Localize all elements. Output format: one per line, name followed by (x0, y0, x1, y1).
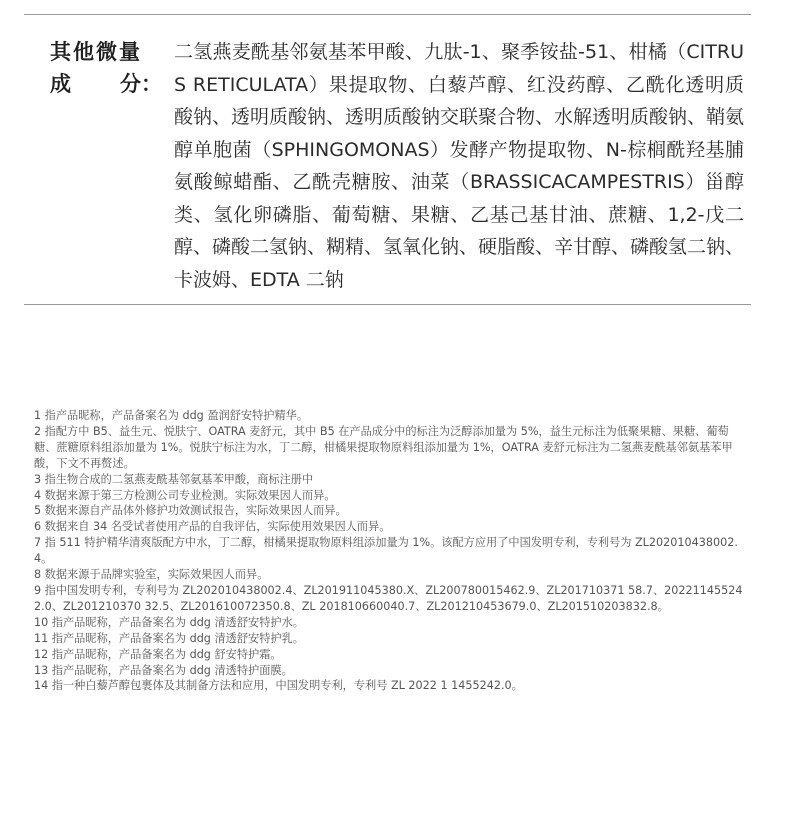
footnote-2: 2 指配方中 B5、益生元、悦肤宁、OATRA 麦舒元，其中 B5 在产品成分中的标注为泛醇添加量为 5%，益生元标注为低聚果糖、果糖、葡萄糖、蔗糖原料组添加量为 1%。悦肤宁标注为水，丁二醇，柑橘果提取物原料组添加量为 1%，OATRA 麦舒元标注为二氢燕麦酰基邻氨基苯甲酸，下文不再赘述。 (34, 424, 733, 470)
footnote-10: 10 指产品昵称，产品备案名为 ddg 清透舒安特护水。 (34, 615, 304, 629)
footnote-3: 3 指生物合成的二氢燕麦酰基邻氨基苯甲酸，商标注册中 (34, 472, 314, 486)
footnote-8: 8 数据来源于品牌实验室，实际效果因人而异。 (34, 568, 269, 582)
bottom-divider (24, 304, 751, 305)
ingredients-label-char-right: 分： (120, 72, 162, 96)
footnote-13: 13 指产品昵称，产品备案名为 ddg 清透特护面膜。 (34, 663, 293, 677)
footnote-9: 9 指中国发明专利，专利号为 ZL202010438002.4、ZL201911045380.X、ZL200780015462.9、ZL201710371 58.7、202211455242.0、ZL201210370 32.5、ZL201610072350.8、ZL 201810660040.7、ZL201210453679.0、ZL201510203832.8。 (34, 583, 743, 613)
footnote-6: 6 数据来自 34 名受试者使用产品的自我评估，实际使用效果因人而异。 (34, 520, 391, 534)
footnote-7: 7 指 511 特护精华清爽版配方中水，丁二醇，柑橘果提取物原料组添加量为 1%。该配方应用了中国发明专利，专利号为 ZL202010438002.4。 (34, 536, 738, 566)
footnote-14: 14 指一种白藜芦醇包裹体及其制备方法和应用，中国发明专利，专利号 ZL 2022 1 1455242.0。 (34, 679, 523, 693)
footnote-5: 5 数据来源自产品体外修护功效测试报告，实际效果因人而异。 (34, 504, 347, 518)
ingredients-label (50, 36, 170, 100)
ingredients-list-text: 二氢燕麦酰基邻氨基苯甲酸、九肽-1、聚季铵盐-51、柑橘（CITRUS RETICULATA）果提取物、白藜芦醇、红没药醇、乙酰化透明质酸钠、透明质酸钠、透明质酸钠交联聚合物、水解透明质酸钠、鞘氨醇单胞菌（SPHINGOMONAS）发酵产物提取物、N-棕榈酰羟基脯氨酸鲸蜡酯、乙酰壳糖胺、油菜（BRASSICACAMPESTRIS）甾醇类、氢化卵磷脂、葡萄糖、果糖、乙基己基甘油、蔗糖、1,2-戊二醇、磷酸二氢钠、糊精、氢氧化钠、硬脂酸、辛甘醇、磷酸氢二钠、卡波姆、EDTA 二钠 (174, 41, 745, 291)
footnote-4: 4 数据来源于第三方检测公司专业检测。实际效果因人而异。 (34, 488, 336, 502)
footnotes (34, 408, 750, 694)
ingredients-label-char-left: 成 (50, 72, 71, 96)
ingredients-label-line1: 其他微量 (50, 40, 142, 64)
footnote-12: 12 指产品昵称，产品备案名为 ddg 舒安特护霜。 (34, 647, 282, 661)
ingredients-label-line2 (50, 68, 162, 100)
footnote-1: 1 指产品昵称，产品备案名为 ddg 盈润舒安特护精华。 (34, 409, 309, 422)
footnote-11: 11 指产品昵称，产品备案名为 ddg 清透舒安特护乳。 (34, 631, 304, 645)
top-divider (24, 14, 751, 15)
